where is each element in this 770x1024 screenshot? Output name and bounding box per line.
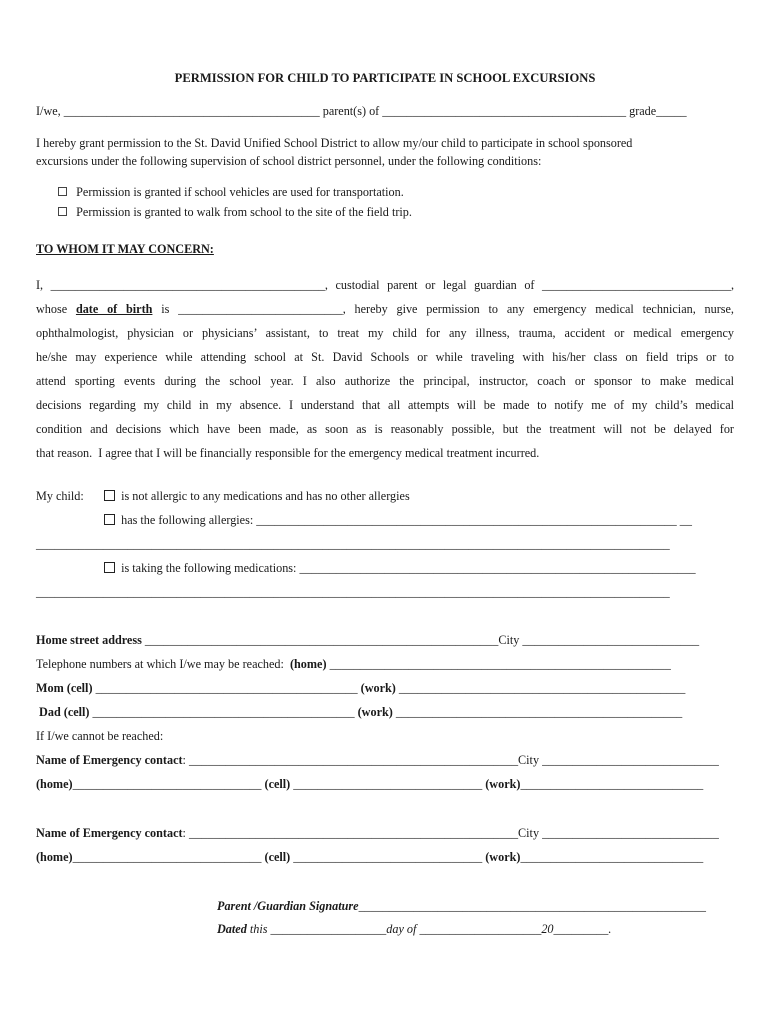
home-address-row (36, 632, 699, 648)
condition-walk (58, 204, 412, 220)
parent-info-line (36, 103, 687, 119)
parent-label: I/we, (36, 104, 64, 118)
signature-field[interactable]: _________________________________________________________ (358, 899, 706, 913)
condition-walk-label: Permission is granted to walk from school to the site of the field trip. (76, 205, 412, 219)
home-address-label: Home street address (36, 633, 142, 647)
em2-work-label: (work) (485, 850, 521, 864)
dated-field[interactable]: this ___________________day of ____________________20_________. (246, 922, 612, 936)
concern-heading: TO WHOM IT MAY CONCERN: (36, 242, 214, 256)
allergies-field[interactable]: has the following allergies: _____________________________________________________________________ __ (121, 513, 692, 527)
medications-field[interactable]: is taking the following medications: _________________________________________________________________ (121, 561, 696, 575)
emergency-contact-1-phones (36, 776, 703, 792)
em1-cell-field[interactable]: _______________________________ (290, 777, 486, 791)
dob-field[interactable]: is ___________________________, hereby give permission to any emergency medical technician, nurse, (152, 302, 734, 316)
whose-text: whose (36, 302, 76, 316)
parent-name-field[interactable]: __________________________________________ (63, 104, 320, 118)
emergency-contact-2-label: Name of Emergency contact (36, 826, 183, 840)
dad-row (36, 704, 682, 720)
no-allergy-checkbox[interactable] (104, 490, 115, 501)
condition-vehicles-label: Permission is granted if school vehicles are used for transportation. (76, 185, 404, 199)
em1-cell-label: (cell) (264, 777, 291, 791)
concern-line-2 (36, 301, 734, 317)
telephone-label: Telephone numbers at which I/we may be reached: (36, 657, 290, 671)
concern-line-3: ophthalmologist, physician or physicians’ assistant, to treat my child for any illness, trauma, accident or medical emergency (36, 326, 734, 340)
emergency-contact-2-phones (36, 849, 703, 865)
emergency-contact-2-field[interactable]: : ______________________________________________________City _____________________________ (182, 826, 719, 840)
child-label: parent(s) of (319, 104, 383, 118)
emergency-contact-1-field[interactable]: : ______________________________________________________City _____________________________ (182, 753, 719, 767)
intro-line-1: I hereby grant permission to the St. David Unified School District to allow my/our child to participate in school sponsored (36, 136, 633, 150)
mom-work-field[interactable]: _______________________________________________ (395, 681, 686, 695)
allergy-extra-line[interactable]: ________________________________________________________________________________________________________ (36, 537, 670, 551)
em1-work-field[interactable]: ______________________________ (520, 777, 704, 791)
mom-cell-field[interactable]: ___________________________________________ (92, 681, 361, 695)
signature-label: Parent /Guardian Signature (217, 899, 359, 913)
home-address-field[interactable]: __________________________________________________________City _____________________________ (141, 633, 700, 647)
grade-field[interactable]: grade_____ (626, 104, 687, 118)
em2-cell-label: (cell) (264, 850, 291, 864)
em1-home-label: (home) (36, 777, 73, 791)
dad-cell-label: Dad (cell) (36, 705, 90, 719)
mom-row (36, 680, 685, 696)
concern-line-4: he/she may experience while attending school at St. David Schools or while traveling with his/her class on field trips or to (36, 350, 734, 364)
signature-row (217, 898, 706, 914)
emergency-contact-1-row (36, 752, 719, 768)
concern-line-8: that reason. I agree that I will be financially responsible for the emergency medical treatment incurred. (36, 446, 540, 460)
telephone-home-label: (home) (289, 657, 327, 671)
em2-home-label: (home) (36, 850, 73, 864)
concern-line-5: attend sporting events during the school year. I also authorize the principal, instructor, coach or sponsor to make medical (36, 374, 734, 388)
allergies-checkbox[interactable] (104, 514, 115, 525)
em1-home-field[interactable]: _______________________________ (72, 777, 265, 791)
mom-work-label: (work) (360, 681, 396, 695)
child-name-field[interactable]: ________________________________________ (382, 104, 627, 118)
allergy-label: My child: (36, 489, 84, 503)
concern-line-1[interactable]: I, _____________________________________________, custodial parent or legal guardian of _______________________________, (36, 278, 734, 292)
medication-option (104, 560, 696, 576)
em1-work-label: (work) (485, 777, 521, 791)
emergency-contact-2-row (36, 825, 719, 841)
mom-cell-label: Mom (cell) (36, 681, 93, 695)
em2-cell-field[interactable]: _______________________________ (290, 850, 486, 864)
dated-label: Dated (217, 922, 247, 936)
date-of-birth-label: date of birth (75, 302, 153, 316)
vehicles-checkbox[interactable] (58, 187, 67, 196)
allergy-option-list (104, 512, 692, 528)
dated-row (217, 921, 611, 937)
dad-work-label: (work) (357, 705, 393, 719)
no-allergy-label: is not allergic to any medications and has no other allergies (121, 489, 410, 503)
em2-work-field[interactable]: ______________________________ (520, 850, 704, 864)
medication-extra-line[interactable]: ________________________________________________________________________________________________________ (36, 585, 670, 599)
telephone-home-field[interactable]: ________________________________________________________ (326, 657, 671, 671)
em2-home-field[interactable]: _______________________________ (72, 850, 265, 864)
concern-line-7: condition and decisions which have been made, as soon as is reasonably possible, but the treatment will not be delayed for (36, 422, 734, 436)
intro-line-2: excursions under the following supervision of school district personnel, under the following conditions: (36, 154, 542, 168)
walk-checkbox[interactable] (58, 207, 67, 216)
dad-work-field[interactable]: _______________________________________________ (392, 705, 683, 719)
condition-vehicles (58, 184, 404, 200)
telephone-row (36, 656, 671, 672)
medications-checkbox[interactable] (104, 562, 115, 573)
concern-line-6: decisions regarding my child in my absence. I understand that all attempts will be made to notify me of my child’s medical (36, 398, 734, 412)
emergency-contact-1-label: Name of Emergency contact (36, 753, 183, 767)
allergy-option-none (104, 488, 410, 504)
dad-cell-field[interactable]: ___________________________________________ (89, 705, 358, 719)
unreachable-label: If I/we cannot be reached: (36, 729, 164, 743)
page-title: PERMISSION FOR CHILD TO PARTICIPATE IN SCHOOL EXCURSIONS (174, 71, 596, 85)
